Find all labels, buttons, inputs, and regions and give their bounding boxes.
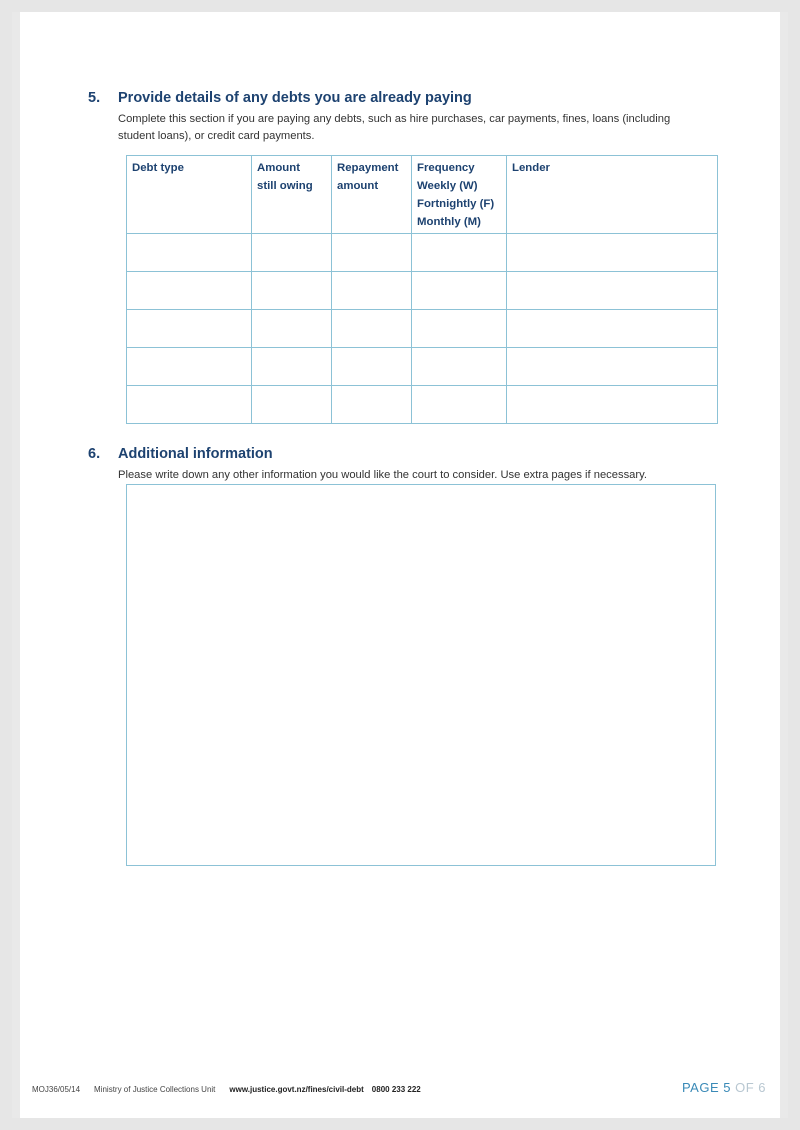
frequency-cell[interactable]: [412, 348, 507, 386]
header-lender: Lender: [507, 156, 718, 234]
table-row: [127, 310, 718, 348]
header-frequency: Frequency Weekly (W) Fortnightly (F) Monthly (M): [412, 156, 507, 234]
section-6-number: 6.: [88, 446, 101, 462]
repayment-amount-cell[interactable]: [332, 386, 412, 424]
section-5-description-line-2: student loans), or credit card payments.: [118, 130, 315, 142]
lender-cell[interactable]: [507, 234, 718, 272]
frequency-cell[interactable]: [412, 386, 507, 424]
footer: [32, 1085, 435, 1094]
debts-table: [126, 155, 718, 424]
collections-unit: Ministry of Justice Collections Unit: [94, 1085, 216, 1094]
repayment-amount-cell[interactable]: [332, 234, 412, 272]
table-row: [127, 386, 718, 424]
debt-type-cell[interactable]: [127, 272, 252, 310]
table-row: [127, 272, 718, 310]
table-row: [127, 348, 718, 386]
amount-owing-cell[interactable]: [252, 310, 332, 348]
frequency-cell[interactable]: [412, 234, 507, 272]
repayment-amount-cell[interactable]: [332, 348, 412, 386]
repayment-amount-cell[interactable]: [332, 272, 412, 310]
lender-cell[interactable]: [507, 386, 718, 424]
debt-type-cell[interactable]: [127, 348, 252, 386]
page-number: [682, 1080, 766, 1095]
section-5-description-line-1: Complete this section if you are paying any debts, such as hire purchases, car payments, fines, loans (including: [118, 113, 671, 125]
footer-url: www.justice.govt.nz/fines/civil-debt: [229, 1085, 364, 1094]
amount-owing-cell[interactable]: [252, 348, 332, 386]
lender-cell[interactable]: [507, 310, 718, 348]
amount-owing-cell[interactable]: [252, 386, 332, 424]
amount-owing-cell[interactable]: [252, 272, 332, 310]
section-6-title: Additional information: [118, 446, 273, 462]
amount-owing-cell[interactable]: [252, 234, 332, 272]
debt-type-cell[interactable]: [127, 386, 252, 424]
lender-cell[interactable]: [507, 272, 718, 310]
frequency-cell[interactable]: [412, 310, 507, 348]
form-page: [12, 12, 788, 1118]
frequency-cell[interactable]: [412, 272, 507, 310]
section-6-description: Please write down any other information you would like the court to consider. Use extra pages if necessary.: [118, 469, 647, 481]
header-amount-still-owing: Amount still owing: [252, 156, 332, 234]
debt-type-cell[interactable]: [127, 310, 252, 348]
header-debt-type: Debt type: [127, 156, 252, 234]
section-5-description: [118, 111, 670, 145]
additional-information-box[interactable]: [126, 484, 716, 866]
form-code: MOJ36/05/14: [32, 1085, 81, 1094]
footer-phone: 0800 233 222: [371, 1085, 421, 1094]
table-row: [127, 234, 718, 272]
page-current: PAGE 5: [681, 1080, 731, 1095]
debt-type-cell[interactable]: [127, 234, 252, 272]
debts-table-header-row: [127, 156, 718, 234]
section-5-title: Provide details of any debts you are already paying: [118, 90, 472, 106]
section-5-number: 5.: [88, 90, 101, 106]
lender-cell[interactable]: [507, 348, 718, 386]
repayment-amount-cell[interactable]: [332, 310, 412, 348]
page-total: OF 6: [735, 1080, 766, 1095]
header-repayment-amount: Repayment amount: [332, 156, 412, 234]
